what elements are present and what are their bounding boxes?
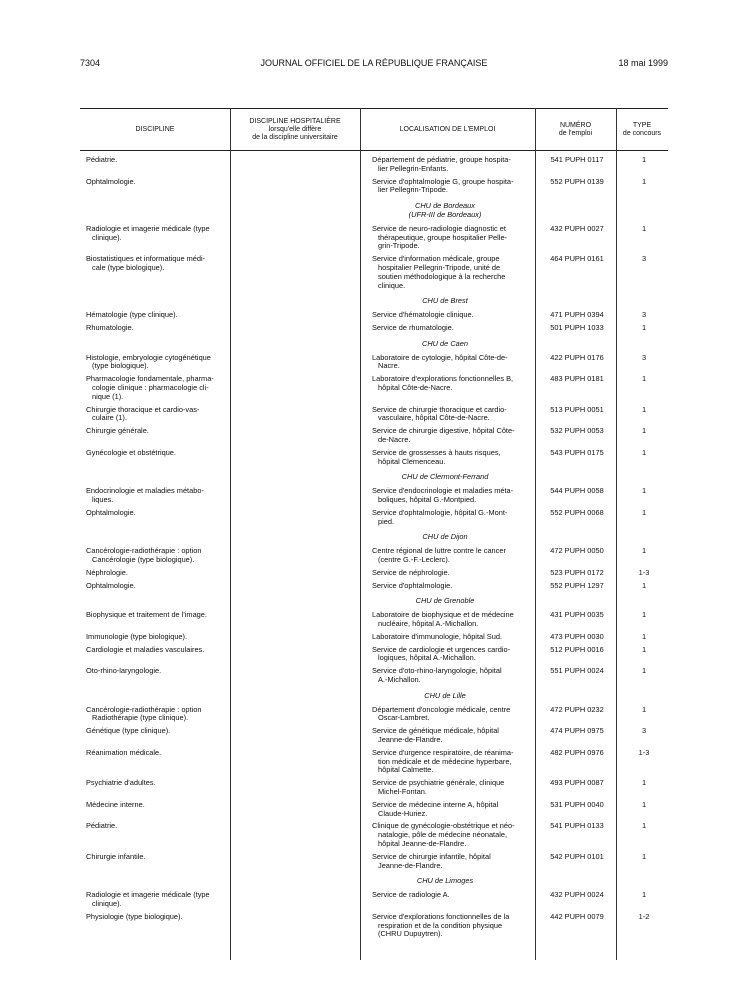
- localisation-text: Service d'urgence respiratoire, de réanima-: [372, 747, 514, 757]
- position-number: 482 PUPH 0976: [550, 747, 604, 757]
- localisation-text: Oscar-Lambret.: [378, 713, 430, 723]
- concours-type: 1-3: [638, 567, 650, 577]
- localisation-text: Service de génétique médicale, hôpital: [372, 726, 499, 736]
- position-number: 422 PUPH 0176: [550, 352, 604, 362]
- concours-type: 1: [641, 778, 647, 788]
- concours-type: 1: [641, 176, 647, 186]
- localisation-text: Service de psychiatrie générale, clinique: [372, 778, 505, 788]
- discipline-text: Génétique (type clinique).: [86, 726, 171, 736]
- localisation-text: Service d'ophtalmologie G, groupe hospita-: [372, 176, 514, 186]
- position-number: 541 PUPH 0133: [550, 821, 604, 831]
- localisation-text: Service de radiologie A.: [372, 890, 450, 900]
- discipline-text: Médecine interne.: [86, 799, 145, 809]
- discipline-text: Oto-rhino-laryngologie.: [86, 666, 162, 676]
- position-number: 552 PUPH 1297: [550, 580, 604, 590]
- localisation-text: pied.: [378, 516, 395, 526]
- localisation-text: nucléaire, hôpital A.-Michallon.: [378, 619, 479, 628]
- header-hospitaliere-sub2: de la discipline universitaire: [252, 134, 338, 141]
- localisation-text: A.-Michallon.: [378, 675, 421, 684]
- concours-type: 1: [641, 610, 647, 620]
- position-number: 483 PUPH 0181: [550, 374, 604, 384]
- discipline-text: Cardiologie et maladies vasculaires.: [86, 644, 205, 654]
- position-number: 471 PUPH 0394: [550, 310, 604, 320]
- header-numero-sub: de l'emploi: [558, 130, 593, 137]
- concours-type: 1: [641, 323, 647, 332]
- position-number: 551 PUPH 0024: [550, 666, 604, 676]
- discipline-text: Chirurgie générale.: [86, 426, 149, 436]
- localisation-text: hospitalier Pellegrin-Tripode, unité de: [378, 263, 501, 272]
- discipline-text: Psychiatrie d'adultes.: [86, 778, 156, 788]
- localisation-text: Service d'information médicale, groupe: [372, 254, 500, 264]
- position-number: 541 PUPH 0117: [550, 155, 604, 164]
- chu-heading: CHU de Bordeaux: [415, 201, 475, 211]
- position-number: 544 PUPH 0058: [550, 486, 604, 496]
- localisation-text: Michel-Fontan.: [378, 787, 427, 796]
- discipline-text: Immunologie (type biologique).: [86, 631, 188, 641]
- header-type-sub: de concours: [622, 130, 662, 137]
- concours-type: 1: [641, 821, 647, 831]
- page-number: 7304: [80, 58, 101, 68]
- localisation-text: thérapeutique, groupe hospitalier Pelle-: [378, 232, 508, 242]
- concours-type: 1: [641, 374, 647, 384]
- localisation-text: Claude-Huriez.: [378, 808, 428, 818]
- header-type: [616, 112, 668, 148]
- chu-heading: CHU de Grenoble: [415, 596, 475, 606]
- localisation-text: Service de grossesses à hauts risques,: [372, 447, 501, 457]
- position-number: 512 PUPH 0016: [550, 644, 604, 654]
- concours-type: 1: [641, 851, 647, 861]
- discipline-text: Rhumatologie.: [86, 323, 134, 332]
- position-number: 431 PUPH 0035: [550, 610, 604, 620]
- localisation-text: Jeanne-de-Flandre.: [378, 735, 443, 744]
- position-number: 542 PUPH 0101: [550, 851, 604, 861]
- position-number: 501 PUPH 1033: [550, 323, 604, 332]
- chu-heading: CHU de Brest: [422, 296, 468, 306]
- localisation-text: Service d'ophtalmologie, hôpital G.-Mont-: [372, 507, 508, 517]
- position-number: 464 PUPH 0161: [550, 254, 604, 264]
- concours-type: 1: [641, 890, 647, 900]
- position-number: 523 PUPH 0172: [550, 567, 604, 577]
- concours-type: 1: [641, 404, 647, 414]
- localisation-text: Service de neuro-radiologie diagnostic et: [372, 223, 506, 233]
- position-number: 543 PUPH 0175: [550, 447, 604, 457]
- discipline-text: Ophtalmologie.: [86, 580, 136, 590]
- header-discipline-hospitaliere: [230, 112, 360, 148]
- discipline-text: Physiologie (type biologique).: [86, 911, 183, 921]
- chu-heading: CHU de Limoges: [416, 876, 474, 886]
- localisation-text: Service d'explorations fonctionnelles de la: [372, 911, 510, 921]
- localisation-text: Service de médecine interne A, hôpital: [372, 799, 499, 809]
- discipline-text: Biophysique et traitement de l'image.: [86, 610, 207, 620]
- discipline-text: Radiothérapie (type clinique).: [92, 713, 189, 723]
- localisation-text: hôpital Jeanne-de-Flandre.: [378, 839, 467, 848]
- concours-type: 1: [641, 704, 647, 714]
- discipline-text: Histologie, embryologie cytogénétique: [86, 352, 211, 362]
- concours-type: 1: [641, 631, 647, 641]
- discipline-text: Ophtalmologie.: [86, 507, 136, 517]
- discipline-text: Pédiatrie.: [86, 821, 118, 831]
- localisation-text: vasculaire, hôpital Côte-de-Nacre.: [378, 413, 490, 423]
- localisation-text: Service d'hématologie clinique.: [372, 310, 474, 320]
- localisation-text: Service d'endocrinologie et maladies méta-: [372, 486, 514, 496]
- localisation-text: respiration et de la condition physique: [378, 920, 503, 930]
- localisation-text: Clinique de gynécologie-obstétrique et néo-: [372, 821, 515, 831]
- discipline-text: (type biologique).: [92, 361, 149, 371]
- header-discipline: [80, 112, 230, 148]
- concours-type: 1: [641, 666, 647, 676]
- header-numero-label: NUMÉRO: [559, 122, 592, 129]
- chu-heading: (UFR-III de Bordeaux): [408, 210, 482, 219]
- localisation-text: lier Pellegrin-Enfants.: [378, 163, 449, 173]
- discipline-text: Hématologie (type clinique).: [86, 310, 178, 320]
- localisation-text: tion médicale et de médecine hyperbare,: [378, 756, 512, 766]
- discipline-text: clinique).: [92, 899, 122, 908]
- localisation-text: clinique.: [378, 280, 406, 290]
- discipline-text: Radiologie et imagerie médicale (type: [86, 890, 210, 900]
- localisation-text: soutien méthodologique à la recherche: [378, 271, 506, 281]
- position-number: 472 PUPH 0050: [550, 546, 604, 556]
- discipline-text: Endocrinologie et maladies métabo-: [86, 486, 204, 496]
- discipline-text: liques.: [92, 495, 114, 504]
- discipline-text: nique (1).: [92, 391, 124, 401]
- discipline-text: cologie clinique : pharmacologie cli-: [92, 383, 209, 392]
- discipline-text: Biostatistiques et informatique médi-: [86, 254, 206, 264]
- concours-type: 1: [641, 507, 647, 517]
- concours-type: 1: [641, 486, 647, 496]
- localisation-text: hôpital Calmette.: [378, 765, 434, 775]
- discipline-text: clinique).: [92, 232, 122, 242]
- chu-heading: CHU de Caen: [421, 338, 468, 348]
- table-header-rule: [80, 150, 668, 151]
- concours-type: 3: [641, 254, 647, 264]
- journal-title: JOURNAL OFFICIEL DE LA RÉPUBLIQUE FRANÇAISE: [260, 58, 488, 68]
- position-number: 472 PUPH 0232: [550, 704, 604, 714]
- positions-table: [80, 108, 668, 960]
- localisation-text: natalogie, pôle de médecine néonatale,: [378, 830, 508, 840]
- localisation-text: Service de chirurgie thoracique et cardio-: [372, 404, 507, 414]
- localisation-text: boliques, hôpital G.-Montpied.: [378, 495, 477, 504]
- localisation-text: Département d'oncologie médicale, centre: [372, 704, 511, 714]
- discipline-text: Pharmacologie fondamentale, pharma-: [86, 374, 214, 384]
- localisation-text: Service de cardiologie et urgences cardio-: [372, 644, 511, 654]
- localisation-text: logiques, hôpital A.-Michallon.: [378, 653, 476, 663]
- concours-type: 1: [641, 546, 647, 556]
- localisation-text: Service d'ophtalmologie.: [372, 580, 453, 590]
- discipline-text: Réanimation médicale.: [86, 747, 162, 757]
- position-number: 552 PUPH 0139: [550, 176, 604, 186]
- concours-type: 3: [641, 310, 647, 320]
- concours-type: 1: [641, 580, 647, 590]
- discipline-text: Cancérologie-radiothérapie : option: [86, 704, 202, 714]
- publication-date: 18 mai 1999: [618, 58, 668, 68]
- concours-type: 1: [641, 799, 647, 809]
- header-numero: [535, 112, 616, 148]
- position-number: 531 PUPH 0040: [550, 799, 604, 809]
- localisation-text: Service d'oto-rhino-laryngologie, hôpital: [372, 666, 502, 676]
- discipline-text: Ophtalmologie.: [86, 176, 136, 186]
- localisation-text: Service de néphrologie.: [372, 567, 450, 577]
- discipline-text: Cancérologie-radiothérapie : option: [86, 546, 202, 556]
- discipline-text: Chirurgie thoracique et cardio-vas-: [86, 404, 200, 414]
- concours-type: 1: [641, 223, 647, 233]
- position-number: 432 PUPH 0024: [550, 890, 604, 900]
- discipline-text: Gynécologie et obstétrique.: [86, 447, 176, 457]
- position-number: 493 PUPH 0087: [550, 778, 604, 788]
- concours-type: 1: [641, 644, 647, 654]
- concours-type: 1: [641, 447, 647, 457]
- localisation-text: Laboratoire d'immunologie, hôpital Sud.: [372, 631, 503, 641]
- position-number: 532 PUPH 0053: [550, 426, 604, 436]
- discipline-text: Néphrologie.: [86, 567, 128, 577]
- discipline-text: Chirurgie infantile.: [86, 851, 146, 861]
- localisation-text: Service de chirurgie digestive, hôpital Côte-: [372, 426, 515, 436]
- header-type-label: TYPE: [632, 122, 652, 129]
- discipline-text: culaire (1).: [92, 413, 127, 423]
- header-hospitaliere-sub1: lorsqu'elle diffère: [268, 126, 322, 133]
- position-number: 474 PUPH 0975: [550, 726, 604, 736]
- localisation-text: (CHRU Dupuytren).: [378, 929, 443, 939]
- localisation-text: grin-Tripode.: [378, 241, 420, 251]
- concours-type: 1-2: [638, 911, 650, 921]
- discipline-text: Pédiatrie.: [86, 155, 118, 164]
- header-localisation: [360, 112, 535, 148]
- discipline-text: Cancérologie (type biologique).: [92, 555, 195, 564]
- localisation-text: (centre G.-F.-Leclerc).: [378, 555, 450, 564]
- concours-type: 3: [641, 726, 647, 736]
- table-top-rule: [80, 108, 668, 109]
- localisation-text: Service de chirurgie infantile, hôpital: [372, 851, 491, 861]
- position-number: 473 PUPH 0030: [550, 631, 604, 641]
- page-header: [80, 58, 668, 72]
- concours-type: 1-3: [638, 747, 650, 757]
- concours-type: 3: [641, 352, 647, 362]
- localisation-text: Centre régional de luttre contre le cancer: [372, 546, 506, 556]
- header-localisation-label: LOCALISATION DE L'EMPLOI: [399, 126, 496, 133]
- localisation-text: Département de pédiatrie, groupe hospita-: [372, 155, 511, 164]
- concours-type: 1: [641, 426, 647, 436]
- chu-heading: CHU de Lille: [424, 690, 466, 700]
- localisation-text: Jeanne-de-Flandre.: [378, 860, 443, 870]
- discipline-text: Radiologie et imagerie médicale (type: [86, 223, 210, 233]
- position-number: 552 PUPH 0068: [550, 507, 604, 517]
- position-number: 442 PUPH 0079: [550, 911, 604, 921]
- localisation-text: Nacre.: [378, 361, 400, 371]
- localisation-text: Laboratoire de cytologie, hôpital Côte-de-: [372, 352, 508, 362]
- header-discipline-label: DISCIPLINE: [135, 126, 175, 133]
- localisation-text: hôpital Côte-de-Nacre.: [378, 383, 453, 392]
- localisation-text: de-Nacre.: [378, 435, 411, 444]
- chu-heading: CHU de Clermont-Ferrand: [401, 472, 489, 482]
- position-number: 513 PUPH 0051: [550, 404, 604, 414]
- column-divider: [616, 108, 617, 960]
- localisation-text: Laboratoire d'explorations fonctionnelles B,: [372, 374, 514, 384]
- localisation-text: lier Pellegrin-Tripode.: [378, 185, 448, 195]
- concours-type: 1: [641, 155, 647, 164]
- localisation-text: Service de rhumatologie.: [372, 323, 454, 332]
- localisation-text: hôpital Clemenceau.: [378, 456, 446, 466]
- localisation-text: Laboratoire de biophysique et de médecine: [372, 610, 514, 620]
- header-hospitaliere-title: DISCIPLINE HOSPITALIÈRE: [249, 118, 341, 125]
- chu-heading: CHU de Dijon: [422, 532, 468, 542]
- discipline-text: cale (type biologique).: [92, 263, 165, 272]
- position-number: 432 PUPH 0027: [550, 223, 604, 233]
